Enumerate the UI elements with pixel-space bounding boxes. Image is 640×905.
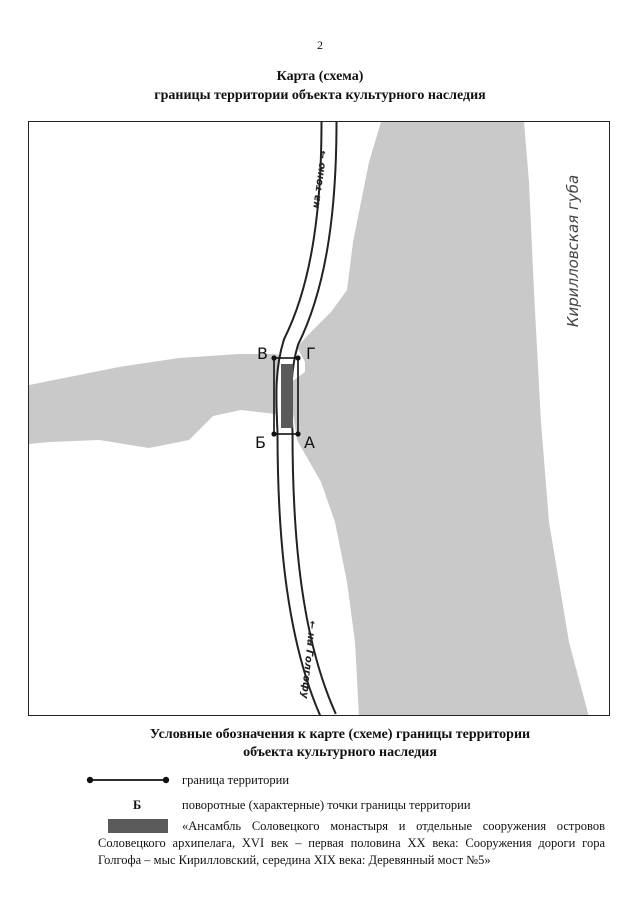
point-b-marker xyxy=(271,431,276,436)
map-canvas xyxy=(29,122,610,716)
point-a-marker xyxy=(295,431,300,436)
point-label-g: Г xyxy=(306,344,316,363)
point-label-b: Б xyxy=(255,433,266,452)
map-frame xyxy=(28,121,610,716)
road-label-bottom: ← на Голгофу xyxy=(298,620,318,699)
object-bridge xyxy=(281,364,293,428)
legend-title-line-2: объекта культурного наследия xyxy=(243,745,437,760)
point-label-a: А xyxy=(304,433,315,452)
legend-boundary-line-symbol xyxy=(84,773,174,787)
legend-boundary-label: граница территории xyxy=(182,773,290,787)
point-g-marker xyxy=(295,355,300,360)
stream-water xyxy=(29,354,291,448)
legend-title-line-1: Условные обозначения к карте (схеме) границы территории xyxy=(149,727,531,742)
page-title xyxy=(0,67,640,105)
point-label-v: В xyxy=(257,344,268,363)
bay-water xyxy=(291,122,589,716)
page-number: 2 xyxy=(317,38,323,52)
title-line-1: Карта (схема) xyxy=(276,69,364,84)
bay-label: Кирилловская губа xyxy=(564,174,583,328)
legend-point-symbol: Б xyxy=(133,798,142,812)
legend-point-label: поворотные (характерные) точки границы территории xyxy=(182,798,471,812)
legend-object-label: «Ансамбль Соловецкого монастыря и отдельные сооружения островов Соловецкого архипелага, XVI век – первая половина XX века: Сооружения дороги гора Голгофа – мыс Кирилловский, середина XIX века: Деревянный мост №5» xyxy=(98,819,605,867)
title-line-2: границы территории объекта культурного наследия xyxy=(154,88,486,103)
legend-title xyxy=(60,726,620,762)
road-label-top: на тоню → xyxy=(310,149,330,210)
point-v-marker xyxy=(271,355,276,360)
